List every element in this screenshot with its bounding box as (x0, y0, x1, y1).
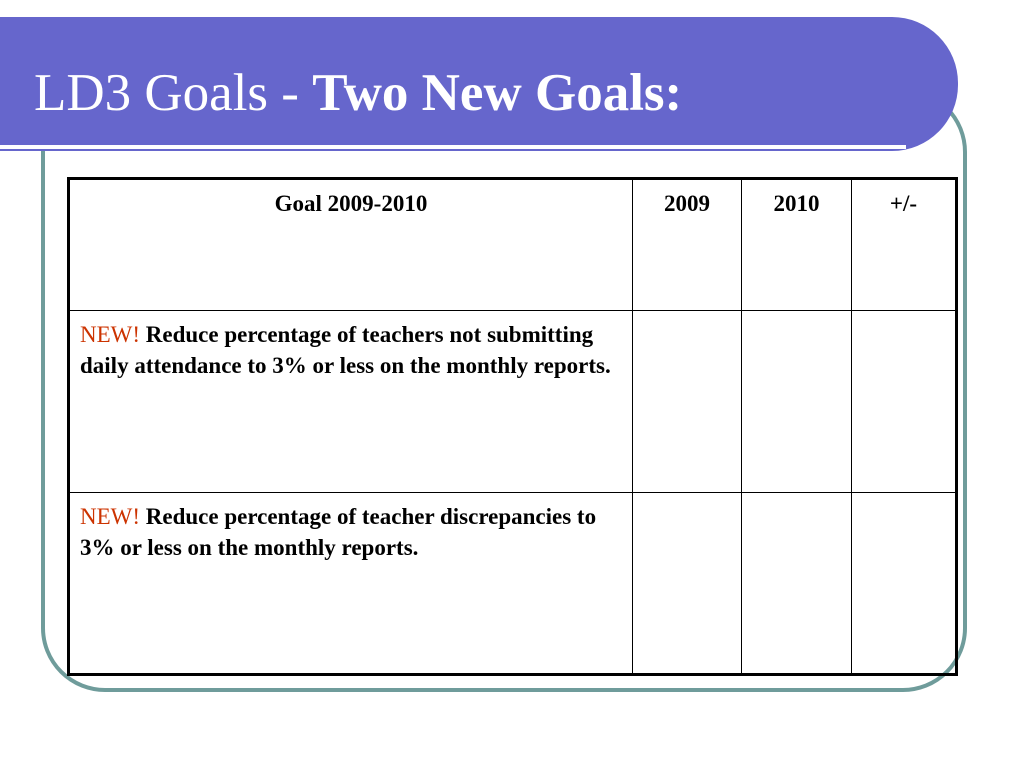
cell-diff (852, 493, 957, 675)
cell-2009 (633, 493, 742, 675)
goal-cell (69, 493, 633, 675)
title-underline (0, 145, 906, 149)
cell-2010 (742, 311, 852, 493)
cell-2010 (742, 493, 852, 675)
goal-cell (69, 311, 633, 493)
new-tag: NEW! (80, 504, 141, 529)
title-prefix: LD3 Goals - (34, 64, 313, 122)
slide-title (34, 63, 682, 123)
header-2010: 2010 (742, 179, 852, 311)
goals-table (67, 177, 958, 676)
title-emphasis: Two New Goals: (312, 64, 683, 122)
title-bar (0, 17, 958, 151)
cell-diff (852, 311, 957, 493)
table-row (69, 493, 957, 675)
goal-text: Reduce percentage of teachers not submitting daily attendance to 3% or less on the monthly reports. (80, 322, 611, 378)
table-row (69, 311, 957, 493)
new-tag: NEW! (80, 322, 141, 347)
header-goal: Goal 2009-2010 (69, 179, 633, 311)
header-diff: +/- (852, 179, 957, 311)
cell-2009 (633, 311, 742, 493)
table-header-row (69, 179, 957, 311)
header-2009: 2009 (633, 179, 742, 311)
goal-text: Reduce percentage of teacher discrepancies to 3% or less on the monthly reports. (80, 504, 597, 560)
